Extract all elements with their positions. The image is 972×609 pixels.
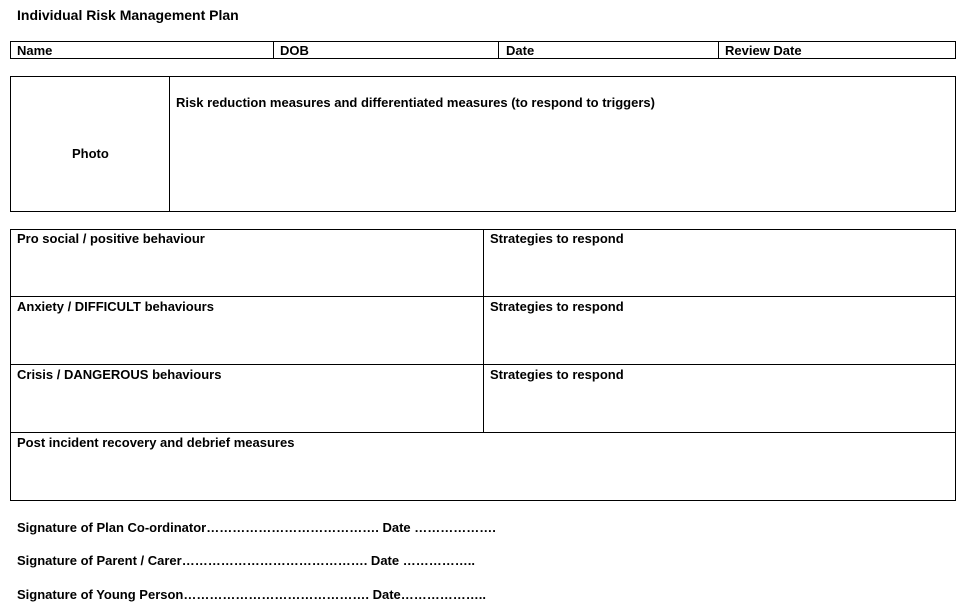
header-row (10, 41, 956, 59)
photo-label: Photo (72, 146, 109, 161)
strategy-label-prosocial: Strategies to respond (490, 231, 624, 246)
strategy-label-anxiety: Strategies to respond (490, 299, 624, 314)
signature-line-coordinator: Signature of Plan Co-ordinator…………………………………. Date ………………. (17, 520, 496, 535)
behaviour-label-prosocial: Pro social / positive behaviour (17, 231, 205, 246)
page-title: Individual Risk Management Plan (17, 7, 239, 23)
behaviour-label-anxiety: Anxiety / DIFFICULT behaviours (17, 299, 214, 314)
signature-line-parent: Signature of Parent / Carer……………………………………. Date …………….. (17, 553, 475, 568)
review-date-field-label: Review Date (725, 43, 802, 58)
risk-reduction-label: Risk reduction measures and differentiated measures (to respond to triggers) (176, 95, 655, 110)
name-field-label: Name (17, 43, 53, 58)
behaviour-label-crisis: Crisis / DANGEROUS behaviours (17, 367, 222, 382)
dob-field-label: DOB (280, 43, 309, 58)
post-incident-label: Post incident recovery and debrief measures (17, 435, 295, 450)
strategy-label-crisis: Strategies to respond (490, 367, 624, 382)
signature-line-young-person: Signature of Young Person……………………………………. Date……………….. (17, 587, 486, 602)
date-field-label: Date (506, 43, 535, 58)
